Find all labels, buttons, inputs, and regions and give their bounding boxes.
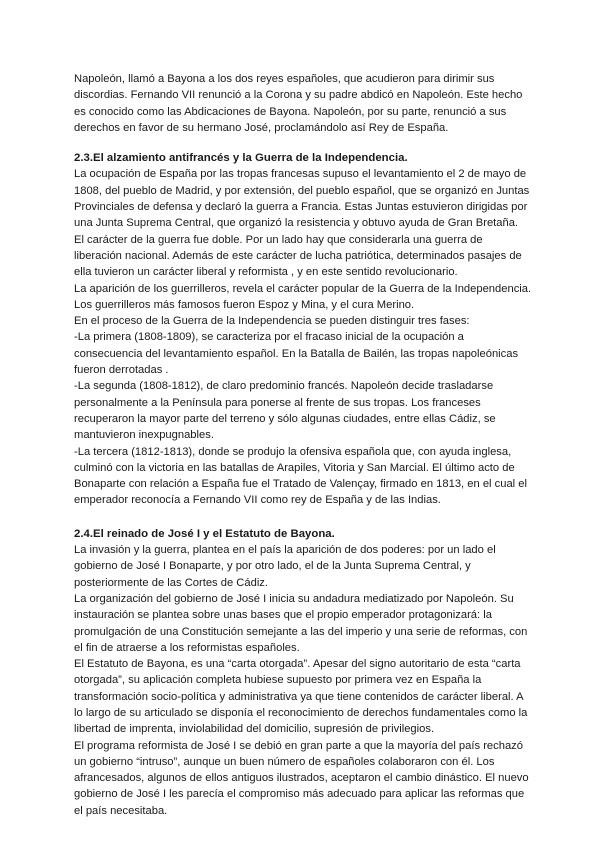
text-line: Los guerrilleros más famosos fueron Espoz y Mina, y el cura Merino. — [74, 298, 415, 311]
section-heading: 2.4.El reinado de José I y el Estatuto de Bayona. — [74, 527, 335, 540]
text-line: culminó con la victoria en las batallas de Arapiles, Vitoria y San Marcial. El último acto de — [74, 461, 515, 474]
text-line: el país necesitaba. — [74, 804, 168, 817]
text-line: Bonaparte con relación a España fue el Tratado de Valençay, firmado en 1813, en el cual el — [74, 478, 527, 491]
text-line: emperador reconocía a Fernando VII como rey de España y de las Indias. — [74, 494, 441, 507]
text-line: instauración se plantea sobre unas bases que el propio emperador protagonizará: la — [74, 609, 492, 622]
text-line: Provinciales de defensa y declaró la guerra a Francia. Estas Juntas estuvieron dirigidas por — [74, 201, 528, 214]
text-line: 1808, del pueblo de Madrid, y por extensión, del pueblo español, que se organizó en Juntas — [74, 184, 530, 197]
text-line: El programa reformista de José I se debió en gran parte a que la mayoría del país rechazó — [74, 739, 523, 752]
text-line: gobierno de José I Bonaparte, y por otro lado, el de la Junta Suprema Central, y — [74, 560, 471, 573]
text-line: Napoleón, llamó a Bayona a los dos reyes españoles, que acudieron para dirimir sus — [74, 73, 495, 85]
text-line: ella tuvieron un carácter liberal y reformista , y en este sentido revolucionario. — [74, 266, 458, 279]
text-line: otorgada”, su aplicación completa hubiese supuesto por primera vez en España la — [74, 674, 482, 687]
text-line: lo largo de su articulado se disponía el reconocimiento de derechos fundamentales como la — [74, 706, 528, 719]
section-2-3 — [74, 150, 532, 509]
text-line: El carácter de la guerra fue doble. Por un lado hay que considerarla una guerra de — [74, 233, 483, 246]
text-line: mantuvieron inexpugnables. — [74, 429, 214, 442]
text-line: gobierno de José I les parecía el compromiso más adecuado para aplicar las reformas que — [74, 788, 525, 801]
text-line: La organización del gobierno de José I inicia su andadura mediatizado por Napoleón. Su — [74, 592, 514, 605]
text-line: afrancesados, algunos de ellos antiguos ilustrados, aceptaron el cambio dinástico. El nuevo — [74, 772, 529, 785]
text-line: posteriormente de las Cortes de Cádiz. — [74, 576, 269, 589]
text-line: La aparición de los guerrilleros, revela el carácter popular de la Guerra de la Independencia. — [74, 282, 532, 295]
text-line: libertad de imprenta, inviolabilidad del domicilio, supresión de privilegios. — [74, 723, 435, 736]
text-line: El Estatuto de Bayona, es una “carta otorgada”. Apesar del signo autoritario de esta “carta — [74, 658, 521, 671]
text-line: personalmente a la Península para ponerse al frente de sus tropas. Los franceses — [74, 396, 481, 409]
text-line: La invasión y la guerra, plantea en el país la aparición de dos poderes: por un lado el — [74, 544, 496, 557]
text-line: discordias. Fernando VII renunció a la Corona y su padre abdicó en Napoleón. Este hecho — [74, 89, 523, 102]
text-line: -La primera (1808-1809), se caracteriza por el fracaso inicial de la ocupación a — [74, 331, 464, 344]
section-2-4 — [74, 526, 532, 819]
text-line: En el proceso de la Guerra de la Independencia se pueden distinguir tres fases: — [74, 315, 470, 328]
text-line: consecuencia del levantamiento español. En la Batalla de Bailén, las tropas napoleónicas — [74, 347, 519, 360]
text-line: es conocido como las Abdicaciones de Bayona. Napoleón, por su parte, renunció a sus — [74, 105, 507, 118]
text-line: La ocupación de España por las tropas francesas supuso el levantamiento el 2 de mayo de — [74, 168, 527, 181]
text-line: el fin de atraerse a los reformistas españoles. — [74, 641, 300, 654]
text-line: derechos en favor de su hermano José, proclamándolo así Rey de España. — [74, 121, 449, 134]
intro-paragraph — [74, 71, 532, 136]
text-line: fueron derrotadas . — [74, 364, 169, 377]
text-line: promulgación de una Constitución semejante a las del imperio y una serie de reformas, con — [74, 625, 528, 638]
text-line: recuperaron la mayor parte del terreno y sólo algunas ciudades, entre ellas Cádiz, se — [74, 412, 496, 425]
text-line: liberación nacional. Además de este carácter de lucha patriótica, determinados pasajes de — [74, 249, 522, 262]
section-heading: 2.3.El alzamiento antifrancés y la Guerra de la Independencia. — [74, 152, 408, 165]
text-line: una Junta Suprema Central, que organizó la resistencia y obtuvo ayuda de Gran Bretaña. — [74, 217, 519, 230]
document-page — [74, 71, 532, 819]
text-line: -La segunda (1808-1812), de claro predominio francés. Napoleón decide trasladarse — [74, 380, 494, 393]
text-line: transformación socio-política y administrativa ya que tiene contenidos de carácter liberal. A — [74, 690, 524, 703]
text-line: un gobierno “intruso”, aunque un buen número de españoles colaboraron con él. Los — [74, 755, 495, 768]
text-line: -La tercera (1812-1813), donde se produjo la ofensiva española que, con ayuda inglesa, — [74, 445, 512, 458]
